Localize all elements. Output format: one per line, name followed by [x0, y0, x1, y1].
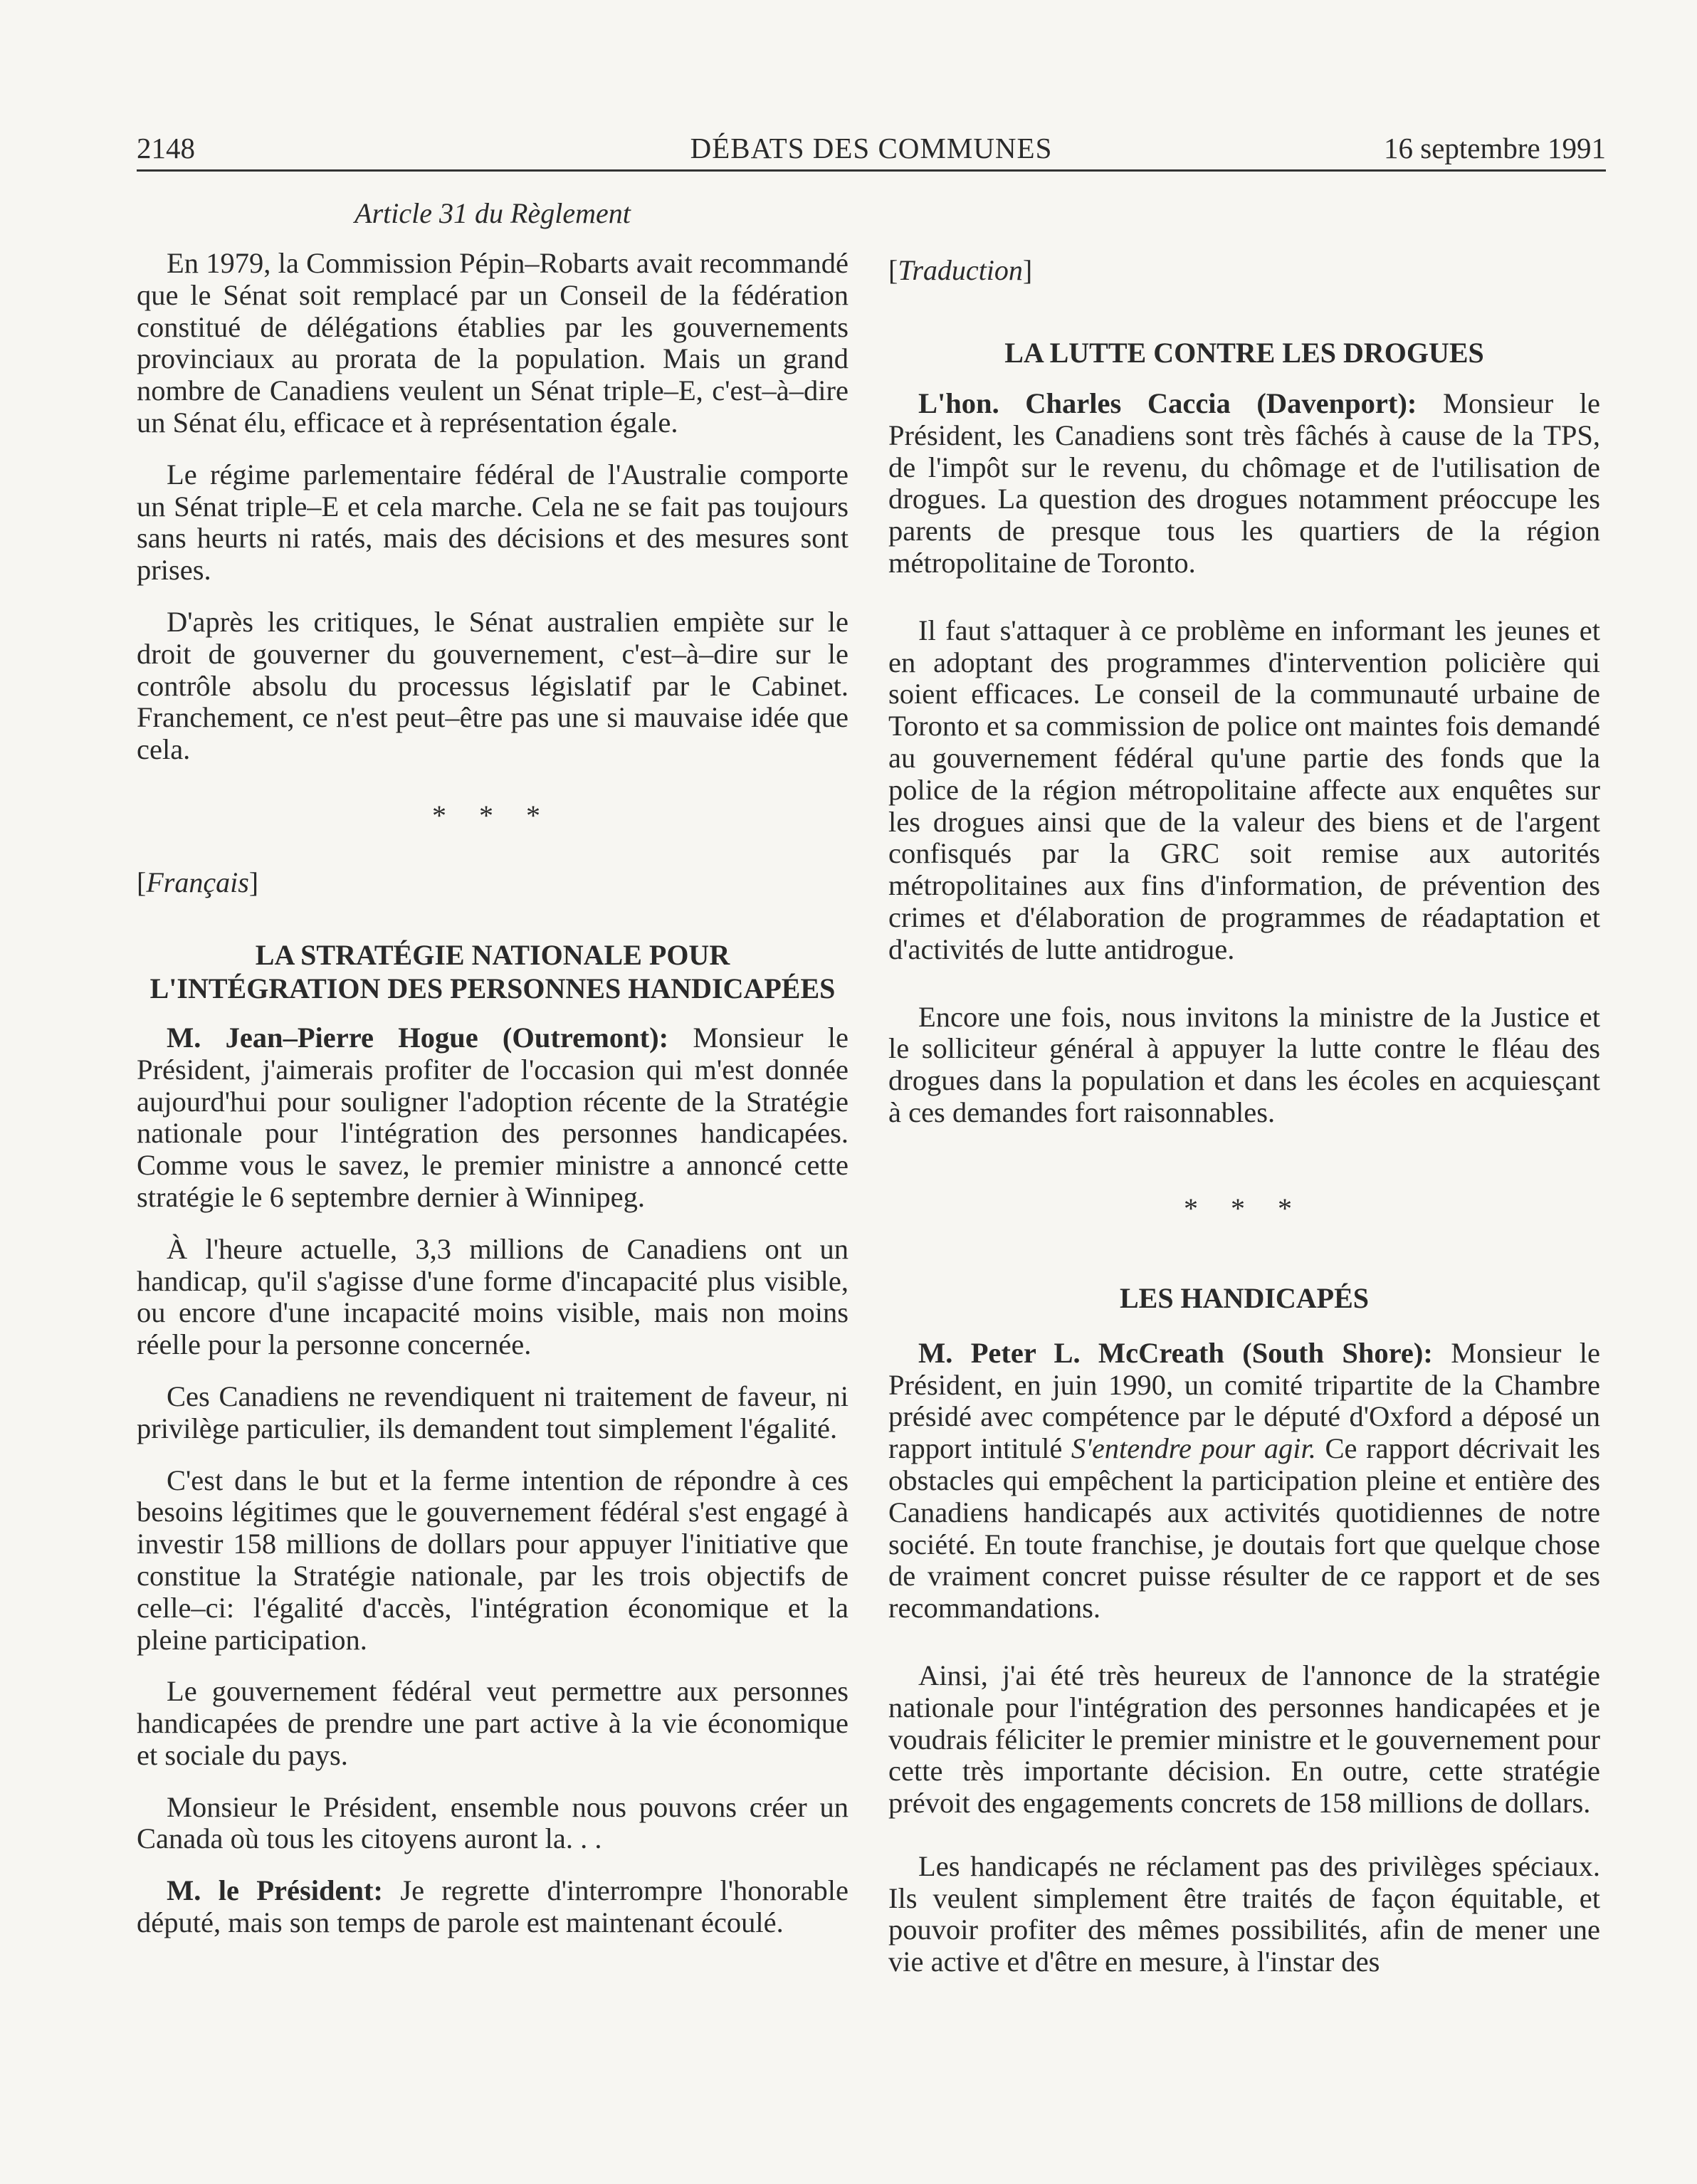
- speech-paragraph: [137, 1875, 848, 1939]
- speech-text: Ce rapport décrivait les obstacles qui empêchent la participation pleine et entière des Canadiens handicapés aux activités quotidiennes de notre société. En toute franchise, je doutais fort que quelque chose de vraiment concret puisse résulter de ce rapport et de ses recommandations.: [888, 1432, 1600, 1624]
- standing-order-rule: Article 31 du Règlement: [354, 197, 631, 229]
- publication-title: DÉBATS DES COMMUNES: [690, 132, 1053, 164]
- section-heading: LA LUTTE CONTRE LES DROGUES: [1004, 337, 1484, 369]
- speech-text: Monsieur le Président, les Canadiens sont très fâchés à cause de la TPS, de l'impôt sur le revenu, du chômage et de l'utilisation de drogues. La question des drogues notamment préoccupe les parents de presque tous les quartiers de la région métropolitaine de Toronto.: [888, 387, 1601, 579]
- speaker-name: M. Peter L. McCreath (South Shore):: [918, 1336, 1433, 1369]
- paragraph: Ainsi, j'ai été très heureux de l'annonce de la stratégie nationale pour l'intégration des personnes handicapées et je voudrais féliciter le premier ministre et le gouvernement pour cette très importante décision. En outre, cette stratégie prévoit des engagements concrets de 158 millions de dollars.: [888, 1659, 1600, 1820]
- paragraph: Il faut s'attaquer à ce problème en informant les jeunes et en adoptant des programmes d'intervention policière qui soient efficaces. Le conseil de la communauté urbaine de Toronto et sa commission de police ont maintes fois demandé au gouvernement fédéral qu'une partie des fonds que la police de la région métropolitaine affecte aux enquêtes sur les drogues ainsi que de la valeur des biens et de l'argent confisqués par la GRC soit remise aux autorités métropolitaines aux fins d'information, de prévention des crimes et d'élaboration de programmes de réadaptation et d'activités de lutte antidrogue.: [888, 614, 1600, 965]
- speech-text: Je regrette d'interrompre l'honorable député, mais son temps de parole est maintenant écoulé.: [137, 1874, 848, 1939]
- speech-text: Monsieur le Président, j'aimerais profiter de l'occasion qui m'est donnée aujourd'hui pour souligner l'adoption récente de la Stratégie nationale pour l'intégration des personnes handicapées. Comme vous le savez, le premier ministre a annoncé cette stratégie le 6 septembre dernier à Winnipeg.: [137, 1021, 849, 1213]
- paragraph: Monsieur le Président, ensemble nous pouvons créer un Canada où tous les citoyens auront la. . .: [137, 1790, 848, 1855]
- right-column: [888, 198, 1600, 1998]
- speech-text: Monsieur le Président, en juin 1990, un comité tripartite de la Chambre présidé avec compétence par le député d'Oxford a déposé un rapport intitulé: [888, 1336, 1600, 1465]
- language-marker-text: Traduction: [898, 254, 1023, 286]
- paragraph: Ces Canadiens ne revendiquent ni traitement de faveur, ni privilège particulier, ils demandent tout simplement l'égalité.: [137, 1380, 848, 1444]
- page-header: [137, 125, 1606, 172]
- left-column: [137, 198, 848, 1959]
- paragraph: Les handicapés ne réclament pas des privilèges spéciaux. Ils veulent simplement être traités de façon équitable, et pouvoir profiter des mêmes possibilités, afin de mener une vie active et d'être en mesure, à l'instar des: [888, 1849, 1600, 1978]
- section-heading: LES HANDICAPÉS: [1119, 1281, 1370, 1314]
- language-marker: [Traduction]: [888, 254, 1033, 286]
- section-heading: [137, 938, 848, 1005]
- speech-paragraph: [137, 1022, 848, 1214]
- paragraph: En 1979, la Commission Pépin–Robarts avait recommandé que le Sénat soit remplacé par un Conseil de la fédération constitué de délégations établies par les gouvernements provinciaux au prorata de la population. Mais un grand nombre de Canadiens veulent un Sénat triple–E, c'est–à–dire un Sénat élu, efficace et à représentation égale.: [137, 247, 848, 439]
- page-number: 2148: [137, 132, 195, 164]
- paragraph: Le régime parlementaire fédéral de l'Australie comporte un Sénat triple–E et cela marche. Cela ne se fait pas toujours sans heurts ni ratés, mais des décisions et des mesures sont prises.: [137, 458, 848, 587]
- speaker-name: M. Jean–Pierre Hogue (Outremont):: [167, 1021, 669, 1054]
- paragraph: Le gouvernement fédéral veut permettre aux personnes handicapées de prendre une part active à la vie économique et sociale du pays.: [137, 1675, 848, 1771]
- section-separator: * * *: [432, 799, 553, 831]
- section-separator: * * *: [1184, 1192, 1305, 1224]
- paragraph: C'est dans le but et la ferme intention de répondre à ces besoins légitimes que le gouvernement fédéral s'est engagé à investir 158 millions de dollars pour appuyer l'initiative que constitue la Stratégie nationale, par les trois objectifs de celle–ci: l'égalité d'accès, l'intégration économique et la pleine participation.: [137, 1464, 848, 1656]
- speaker-name: M. le Président:: [167, 1874, 383, 1907]
- paragraph: À l'heure actuelle, 3,3 millions de Canadiens ont un handicap, qu'il s'agisse d'une forme d'incapacité plus visible, ou encore d'une incapacité moins visible, mais non moins réelle pour la personne concernée.: [137, 1232, 848, 1361]
- report-title: S'entendre pour agir.: [1071, 1432, 1316, 1465]
- page-date: 16 septembre 1991: [1384, 132, 1606, 164]
- speech-paragraph: [888, 1338, 1600, 1624]
- section-heading-line: L'INTÉGRATION DES PERSONNES HANDICAPÉES: [149, 972, 836, 1004]
- speech-paragraph: [888, 388, 1600, 579]
- paragraph: Encore une fois, nous invitons la ministre de la Justice et le solliciteur général à appuyer la lutte contre le fléau des drogues dans la population et dans les écoles en acquiesçant à ces demandes fort raisonnables.: [888, 1000, 1600, 1128]
- paragraph: D'après les critiques, le Sénat australien empiète sur le droit de gouverner du gouvernement, c'est–à–dire sur le contrôle absolu du processus législatif par le Cabinet. Franchement, ce n'est peut–être pas une si mauvaise idée que cela.: [137, 605, 848, 766]
- language-marker-text: Français: [146, 866, 249, 898]
- language-marker: [Français]: [137, 866, 259, 898]
- section-heading-line: LA STRATÉGIE NATIONALE POUR: [255, 938, 730, 971]
- speaker-name: L'hon. Charles Caccia (Davenport):: [918, 387, 1417, 419]
